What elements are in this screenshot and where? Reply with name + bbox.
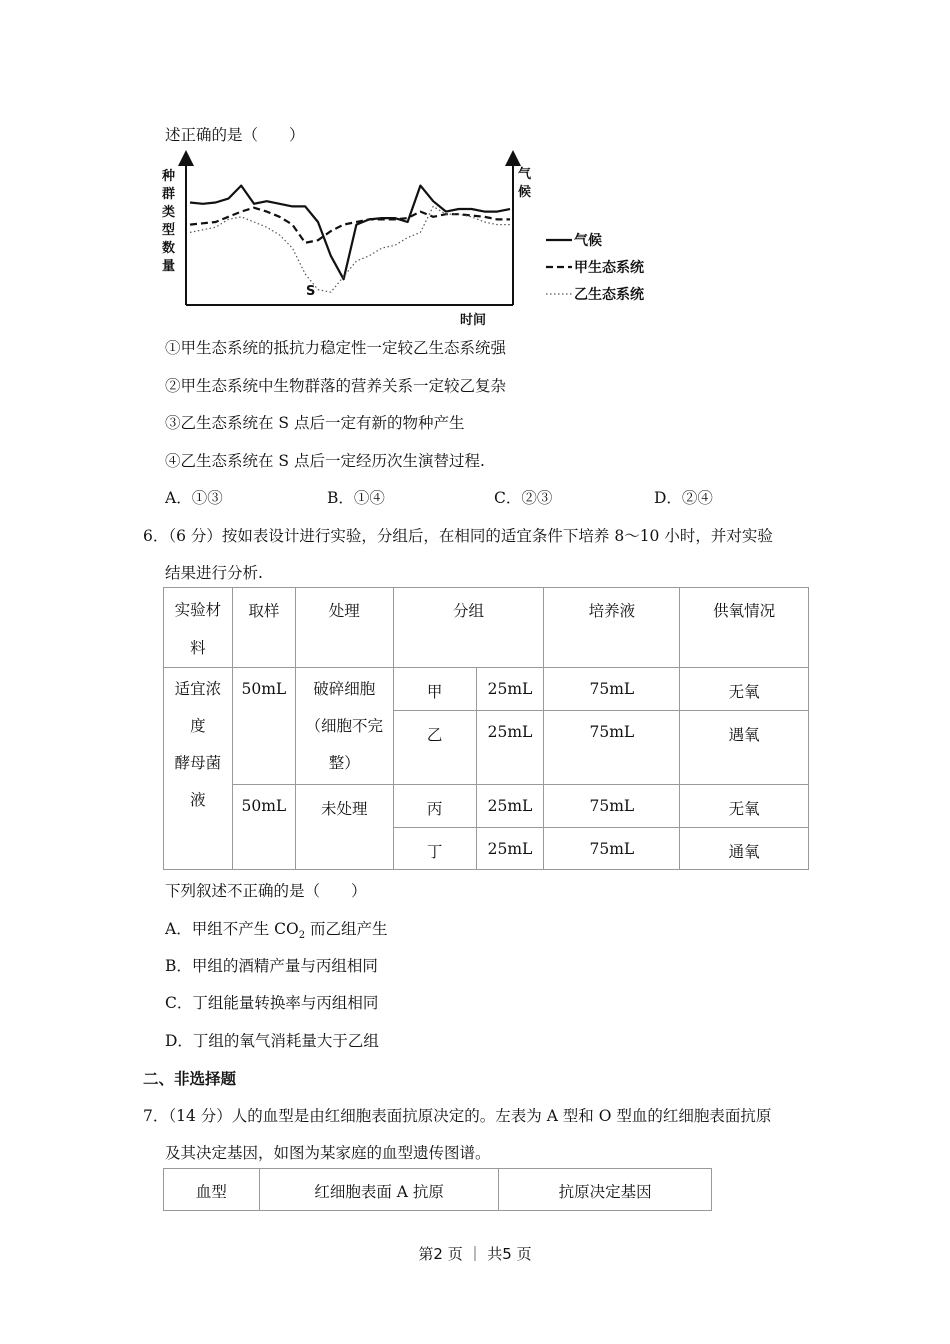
q5-statement-3: ③乙生态系统在 S 点后一定有新的物种产生 [165,414,465,432]
y-label-char: 型 [162,223,176,238]
y-label-right-char: 候 [518,185,532,200]
group-cell: 丁 [393,828,476,870]
chart-legend [546,232,644,303]
y-label-char: 数 [162,241,176,256]
legend-label: 气候 [574,233,602,249]
q5-option-c: C．②③ [494,489,553,507]
oxygen-cell: 无氧 [680,785,809,828]
volume-cell: 25mL [476,668,544,711]
table-header-row [164,588,809,668]
q5-option-b: B．①④ [327,489,385,507]
table-row [164,668,809,711]
q7-stem-line2: 及其决定基因，如图为某家庭的血型遗传图谱。 [165,1144,491,1162]
q5-statement-2: ②甲生态系统中生物群落的营养关系一定较乙复杂 [165,377,507,395]
q6-option-a: A．甲组不产生 $CO_2$ 而乙组产生 [165,920,388,942]
medium-cell: 75mL [544,711,680,785]
medium-cell: 75mL [544,785,680,828]
legend-label: 乙生态系统 [574,287,644,303]
group-cell: 丙 [393,785,476,828]
series-line-solid [190,186,510,280]
volume-cell: 25mL [476,785,544,828]
q5-statement-4: ④乙生态系统在 S 点后一定经历次生演替过程. [165,452,485,470]
q6-experiment-table [163,587,809,870]
volume-cell: 25mL [476,711,544,785]
q6-stem-line2: 结果进行分析. [165,564,263,582]
oxygen-cell: 通氧 [680,828,809,870]
section-title: 二、非选择题 [143,1069,237,1088]
header-group: 分组 [393,588,544,668]
medium-cell: 75mL [544,668,680,711]
y-label-char: 量 [162,259,176,274]
oxygen-cell: 遇氧 [680,711,809,785]
header-oxygen: 供氧情况 [680,588,809,668]
y-label-char: 类 [162,205,176,220]
q6-option-c: C．丁组能量转换率与丙组相同 [165,994,379,1012]
climate-population-chart [160,150,680,330]
treatment-cell-2: 未处理 [295,785,393,870]
medium-cell: 75mL [544,828,680,870]
y-label-char: 群 [162,187,176,202]
q5-statement-1: ①甲生态系统的抵抗力稳定性一定较乙生态系统强 [165,339,507,357]
material-cell: 适宜浓 度 酵母菌 液 [164,668,233,870]
table-header-row [164,1169,712,1211]
y-axis-label-right [518,166,532,200]
header-gene: 抗原决定基因 [499,1169,712,1211]
header-antigen: 红细胞表面 A 抗原 [259,1169,499,1211]
header-sample: 取样 [232,588,295,668]
y-label-right-char: 气 [518,167,532,182]
header-material: 实验材 料 [164,588,233,668]
header-blood-type: 血型 [164,1169,260,1211]
q5-stem-tail: 述正确的是（ ） [165,126,305,144]
group-cell: 乙 [393,711,476,785]
header-treatment: 处理 [295,588,393,668]
group-cell: 甲 [393,668,476,711]
sample-cell-2: 50mL [232,785,295,870]
y-label-char: 种 [162,169,176,184]
q7-stem-line1: 7．（14 分）人的血型是由红细胞表面抗原决定的。左表为 A 型和 O 型血的红细胞表面抗原 [143,1107,772,1125]
page-footer: 第2 页 ｜ 共5 页 [418,1245,532,1263]
treatment-cell-1: 破碎细胞 （细胞不完 整） [295,668,393,785]
q5-option-a: A．①③ [165,489,223,507]
x-axis-label: 时间 [460,313,487,328]
q6-stem-line1: 6．（6 分）按如表设计进行实验，分组后，在相同的适宜条件下培养 8～10 小时，并对实验 [143,527,773,545]
q6-prompt: 下列叙述不正确的是（ ） [165,882,367,900]
q6-option-b: B．甲组的酒精产量与丙组相同 [165,957,378,975]
q7-blood-type-table [163,1168,712,1211]
oxygen-cell: 无氧 [680,668,809,711]
sample-cell-1: 50mL [232,668,295,785]
legend-label: 甲生态系统 [574,260,644,276]
q6-option-d: D．丁组的氧气消耗量大于乙组 [165,1032,379,1050]
q5-option-d: D．②④ [654,489,713,507]
y-axis-label-left [161,168,176,274]
table-row [164,785,809,828]
volume-cell: 25mL [476,828,544,870]
header-medium: 培养液 [544,588,680,668]
series-line-dashed [190,208,510,243]
s-point-label: S [306,284,316,299]
